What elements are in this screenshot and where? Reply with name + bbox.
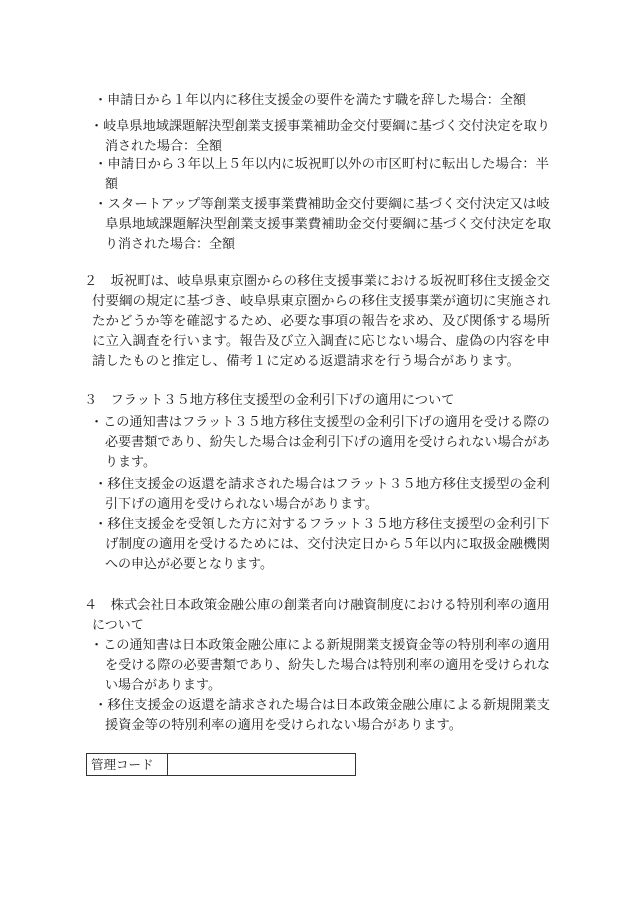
management-code-label: 管理コード [87,754,168,776]
text-line: 請したものと推定し、備考１に定める返還請求を行う場合があります。 [92,354,520,369]
management-code-table [86,753,356,776]
text-line: ・スタートアップ等創業支援事業費補助金交付要綱に基づく交付決定又は岐 [94,197,550,212]
text-line: ４ 株式会社日本政策金融公庫の創業者向け融資制度における特別利率の適用 [84,598,551,613]
text-line: ・移住支援金の返還を請求された場合はフラット３５地方移住支援型の金利 [94,477,550,492]
management-code-value [168,754,356,776]
text-line: への申込が必要となります。 [105,557,273,572]
text-line: たかどうか等を確認するため、必要な事項の報告を求め、及び関係する場所 [92,314,550,329]
text-line: ・移住支援金の返還を請求された場合は日本政策金融公庫による新規開業支 [94,698,551,713]
text-line: 援資金等の特別利率の適用を受けられない場合があります。 [105,718,462,733]
text-line: り消された場合：全額 [105,237,236,252]
text-line: 消された場合：全額 [105,139,223,154]
text-line: 額 [105,177,119,192]
text-line: ・申請日から１年以内に移住支援金の要件を満たす職を辞した場合：全額 [94,93,527,108]
text-line: 付要綱の規定に基づき、岐阜県東京圏からの移住支援事業が適切に実施され [92,294,551,309]
text-line: 阜県地域課題解決型創業支援事業費補助金交付要綱に基づく交付決定を取 [105,217,552,232]
text-line: 必要書類であり、紛失した場合は金利引下げの適用を受けられない場合があ [105,435,551,450]
text-line: い場合があります。 [105,678,221,693]
text-line: ・この通知書はフラット３５地方移住支援型の金利引下げの適用を受ける際の [90,415,550,430]
text-line: を受ける際の必要書類であり、紛失した場合は特別利率の適用を受けられな [105,658,551,673]
text-line: 引下げの適用を受けられない場合があります。 [105,497,378,512]
text-line: に立入調査を行います。報告及び立入調査に応じない場合、虚偽の内容を申 [92,334,550,349]
text-line: ・移住支援金を受領した方に対するフラット３５地方移住支援型の金利引下 [94,517,550,532]
text-line: ３ フラット３５地方移住支援型の金利引下げの適用について [84,393,455,408]
text-line: ・申請日から３年以上５年以内に坂祝町以外の市区町村に転出した場合：半 [94,157,550,172]
text-line: について [92,618,144,633]
text-line: ります。 [105,455,156,470]
text-line: ２ 坂祝町は、岐阜県東京圏からの移住支援事業における坂祝町移住支援金交 [84,274,551,289]
text-line: ・岐阜県地域課題解決型創業支援事業補助金交付要綱に基づく交付決定を取り [90,119,551,134]
text-line: ・この通知書は日本政策金融公庫による新規開業支援資金等の特別利率の適用 [90,638,551,653]
text-line: げ制度の適用を受けるためには、交付決定日から５年以内に取扱金融機関 [105,537,551,552]
